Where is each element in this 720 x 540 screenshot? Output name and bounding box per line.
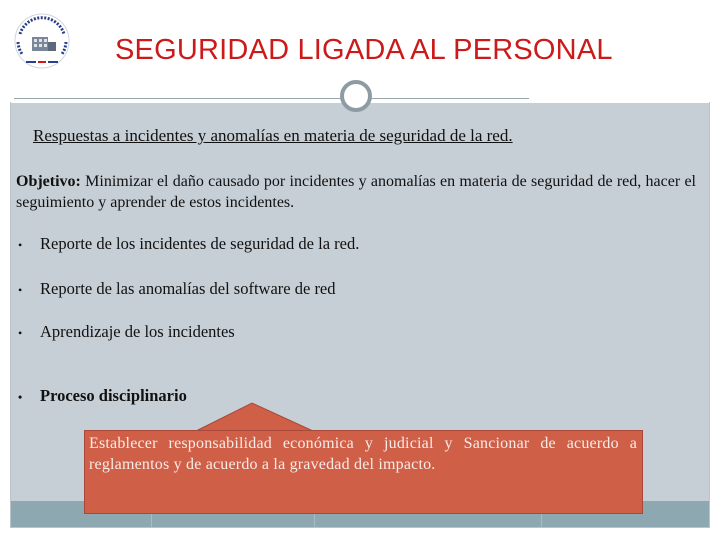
page-title: SEGURIDAD LIGADA AL PERSONAL: [115, 34, 613, 66]
bullet-icon: •: [18, 282, 23, 297]
section-subtitle: Respuestas a incidentes y anomalías en materia de seguridad de la red.: [33, 126, 513, 145]
callout-text: Establecer responsabilidad económica y judicial y Sancionar de acuerdo a reglamentos y de acuerdo a la gravedad del impacto.: [89, 435, 637, 473]
bullet-icon: •: [18, 389, 23, 404]
bullet-icon: •: [18, 325, 23, 340]
objective-text: Minimizar el daño causado por incidentes y anomalías en materia de seguridad de red, hacer el seguimiento y aprender de estos incidentes.: [16, 173, 696, 211]
list-item-label: Proceso disciplinario: [40, 386, 187, 405]
objective-paragraph: [16, 171, 696, 213]
bullet-icon: •: [18, 237, 23, 252]
list-item-label: Reporte de los incidentes de seguridad de la red.: [40, 234, 360, 253]
ring-ornament-icon: [340, 80, 372, 112]
list-item: [18, 279, 336, 299]
list-item-label: Reporte de las anomalías del software de red: [40, 279, 336, 298]
list-item: [18, 322, 235, 342]
list-item: [18, 234, 359, 254]
objective-label: Objetivo:: [16, 173, 81, 190]
list-item: [18, 386, 187, 406]
header-divider: [14, 98, 529, 99]
institution-logo-icon: [12, 12, 72, 74]
list-item-label: Aprendizaje de los incidentes: [40, 322, 235, 341]
